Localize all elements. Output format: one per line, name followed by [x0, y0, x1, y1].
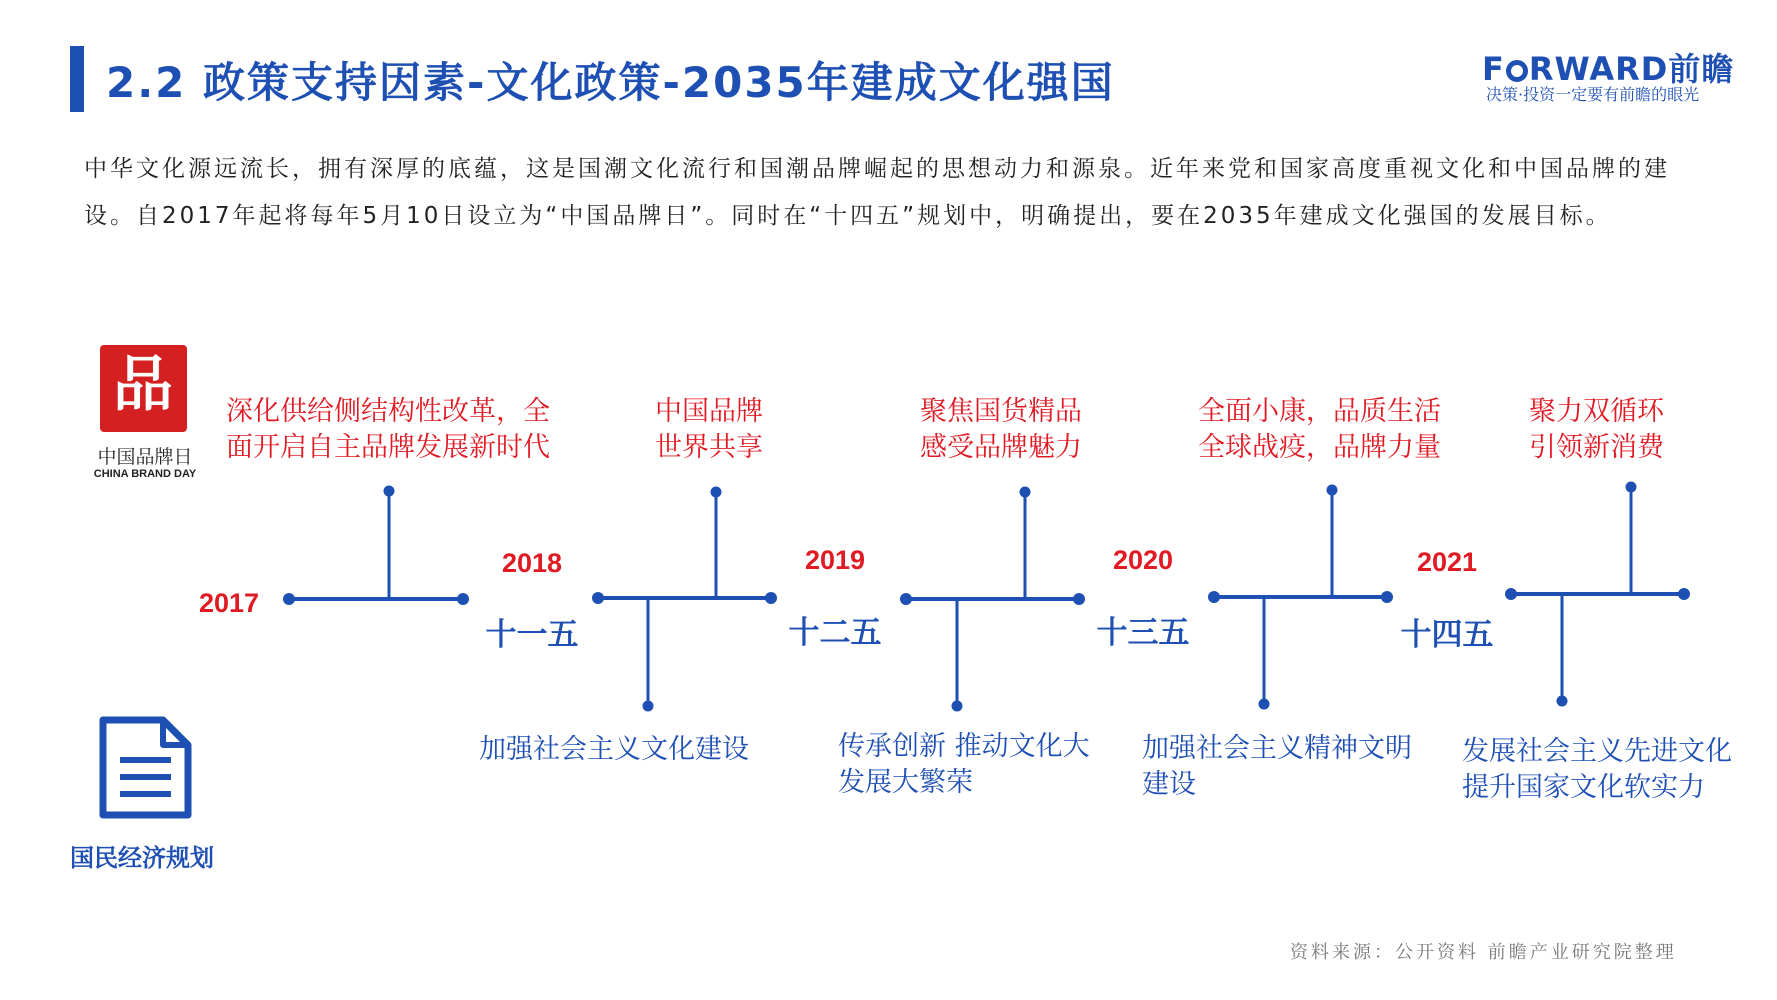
plan-goal-12th: 传承创新 推动文化大 发展大繁荣	[838, 731, 1090, 798]
plan-goal-11th: 加强社会主义文化建设	[479, 734, 749, 765]
brand-day-pointer-dot	[384, 486, 395, 497]
brand-day-caption-en: CHINA BRAND DAY	[93, 468, 197, 480]
brand-day-pointer-dot	[1020, 487, 1031, 498]
intro-paragraph: 中华文化源远流长，拥有深厚的底蕴，这是国潮文化流行和国潮品牌崛起的思想动力和源泉。近年来党和国家高度重视文化和中国品牌的建设。自2017年起将每年5月10日设立为“中国品牌日”。同时在“十四五”规划中，明确提出，要在2035年建成文化强国的发展目标。	[84, 156, 1670, 229]
plan-pointer-dot	[643, 701, 654, 712]
brand-day-pointer-dot	[1327, 485, 1338, 496]
timeline-segment-2019	[789, 396, 1099, 798]
plan-label-12th: 十二五	[788, 615, 882, 651]
page-title: 2.2 政策支持因素-文化政策-2035年建成文化强国	[106, 58, 1115, 107]
brand-day-caption-cn: 中国品牌日	[97, 446, 193, 468]
segment-start-dot	[283, 593, 295, 605]
brand-slogan: 决策·投资一定要有前瞻的眼光	[1486, 85, 1700, 104]
segment-start-dot	[1208, 591, 1220, 603]
brand-logo-text-rest: RWARD前瞻	[1528, 50, 1735, 88]
plan-label-11th: 十一五	[485, 617, 579, 653]
brand-day-pointer-dot	[1626, 482, 1637, 493]
brand-logo-text-f: F	[1482, 50, 1505, 88]
segment-end-dot	[1381, 591, 1393, 603]
segment-end-dot	[1678, 588, 1690, 600]
brand-day-seal-glyph: 品	[113, 350, 173, 420]
segment-end-dot	[1073, 593, 1085, 605]
segment-end-dot	[765, 592, 777, 604]
plan-pointer-dot	[952, 701, 963, 712]
year-label-2021: 2021	[1416, 547, 1478, 577]
plan-label-14th: 十四五	[1400, 617, 1494, 653]
china-brand-day-logo	[94, 345, 197, 480]
plan-goal-14th: 发展社会主义先进文化 提升国家文化软实力	[1462, 736, 1732, 803]
segment-start-dot	[592, 592, 604, 604]
segment-start-dot	[900, 593, 912, 605]
brand-day-theme-2019: 聚焦国货精品 感受品牌魅力	[920, 396, 1082, 463]
timeline-segment-2021	[1401, 396, 1741, 803]
document-icon	[103, 720, 188, 815]
plan-goal-13th: 加强社会主义精神文明 建设	[1142, 733, 1412, 800]
segment-end-dot	[457, 593, 469, 605]
brand-day-theme-2020: 全面小康，品质生活 全球战疫，品牌力量	[1198, 396, 1441, 463]
plan-pointer-dot	[1259, 699, 1270, 710]
brand-day-theme-2021: 聚力双循环 引领新消费	[1529, 396, 1664, 463]
segment-start-dot	[1505, 588, 1517, 600]
timeline-segment-2017	[199, 396, 559, 618]
brand-day-pointer-dot	[711, 487, 722, 498]
plan-pointer-dot	[1557, 696, 1568, 707]
brand-day-theme-2018: 中国品牌 世界共享	[655, 396, 763, 463]
timeline-segment-2020	[1097, 396, 1450, 800]
plan-label-13th: 十三五	[1096, 615, 1190, 651]
year-label-2020: 2020	[1112, 545, 1174, 575]
source-note: 资料来源：公开资料 前瞻产业研究院整理	[1290, 942, 1677, 963]
brand-day-theme-2017: 深化供给侧结构性改革，全 面开启自主品牌发展新时代	[226, 396, 550, 463]
year-label-2019: 2019	[804, 545, 866, 575]
year-label-2017: 2017	[198, 588, 260, 618]
year-label-2018: 2018	[501, 548, 563, 578]
plan-category-label: 国民经济规划	[70, 844, 214, 872]
